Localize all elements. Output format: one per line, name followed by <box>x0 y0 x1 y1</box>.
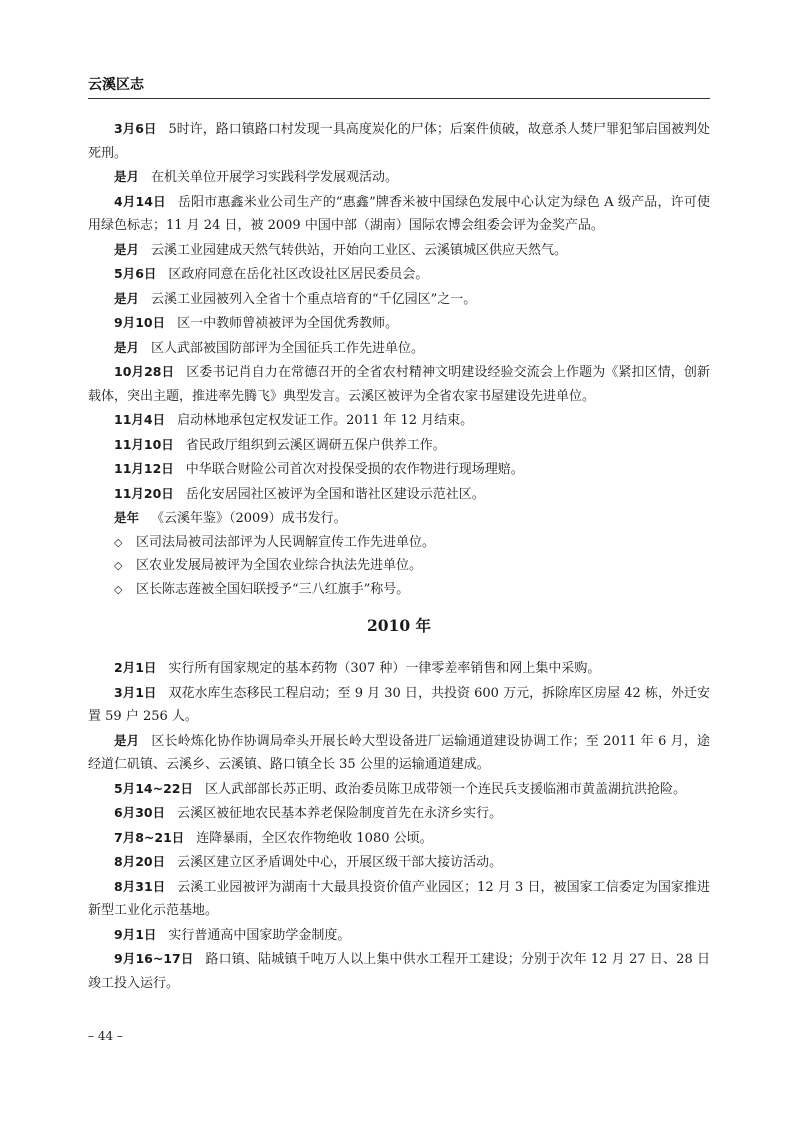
entry-date: 5月14~22日 <box>114 780 193 796</box>
entry-date: 5月6日 <box>114 266 157 281</box>
entry-text: 岳阳市惠鑫米业公司生产的“惠鑫”牌香米被中国绿色发展中心认定为绿色 A 级产品，许可使用绿色标志；11 月 24 日，被 2009 中国中部（湖南）国际农博会组委会评为金奖产品。 <box>88 194 711 233</box>
entry-date: 8月31日 <box>114 878 166 894</box>
entry-date: 是月 <box>114 290 140 306</box>
chronicle-entry <box>88 506 710 531</box>
chronicle-entry <box>88 656 710 681</box>
entry-text: 实行普通高中国家助学金制度。 <box>168 927 351 943</box>
chronicle-entry <box>88 117 710 165</box>
entry-date: 是月 <box>114 732 140 748</box>
honor-item <box>88 578 710 602</box>
chronicle-2010 <box>88 656 710 995</box>
chronicle-entry <box>88 336 710 361</box>
entry-text: 区人武部部长苏正明、政治委员陈卫成带领一个连民兵支援临湘市黄盖湖抗洪抢险。 <box>204 781 686 797</box>
chronicle-entry <box>88 482 710 507</box>
entry-date: 9月10日 <box>114 315 166 330</box>
entry-text: 中华联合财险公司首次对投保受损的农作物进行现场理赔。 <box>185 462 524 477</box>
entry-date: 11月20日 <box>114 485 174 501</box>
entry-date: 3月6日 <box>114 121 157 136</box>
page-body <box>88 117 710 995</box>
entry-date: 是月 <box>114 241 140 257</box>
entry-text: 岳化安居园社区被评为全国和谐社区建设示范社区。 <box>185 486 485 502</box>
chronicle-entry <box>88 729 710 777</box>
entry-text: 云溪区建立区矛盾调处中心，开展区级干部大接访活动。 <box>177 855 503 870</box>
chronicle-entry <box>88 433 710 458</box>
chronicle-entry <box>88 923 710 948</box>
chronicle-entry <box>88 681 710 729</box>
chronicle-entry <box>88 238 710 263</box>
entry-text: 《云溪年鉴》（2009）成书发行。 <box>151 511 347 526</box>
honor-item <box>88 531 710 555</box>
honor-text: 区司法局被司法部评为人民调解宣传工作先进单位。 <box>136 534 436 550</box>
entry-text: 区人武部被国防部评为全国征兵工作先进单位。 <box>151 340 425 356</box>
entry-text: 区一中教师曾祯被评为全国优秀教师。 <box>177 316 399 331</box>
entry-text: 连降暴雨，全区农作物绝收 1080 公顷。 <box>196 830 433 846</box>
entry-text: 启动林地承包定权发证工作。2011 年 12 月结束。 <box>177 413 474 428</box>
running-header-title: 云溪区志 <box>88 77 144 93</box>
chronicle-entry <box>88 287 710 312</box>
honor-text: 区农业发展局被评为全国农业综合执法先进单位。 <box>136 558 423 573</box>
entry-text: 在机关单位开展学习实践科学发展观活动。 <box>151 170 399 185</box>
page-number: – 44 – <box>88 1029 123 1043</box>
chronicle-entry <box>88 408 710 433</box>
chronicle-entry <box>88 165 710 190</box>
entry-date: 8月20日 <box>114 854 166 869</box>
diamond-bullet-icon: ◇ <box>114 582 123 596</box>
entry-text: 5时许，路口镇路口村发现一具高度炭化的尸体；后案件侦破，故意杀人焚尸罪犯邹启国被判处死刑。 <box>88 122 710 161</box>
chronicle-entry <box>88 777 710 802</box>
chronicle-entry <box>88 262 710 287</box>
chronicle-entry <box>88 875 710 923</box>
chronicle-entry <box>88 826 710 851</box>
chronicle-entry <box>88 457 710 482</box>
entry-text: 云溪区被征地农民基本养老保险制度首先在永济乡实行。 <box>177 806 503 821</box>
chronicle-entry <box>88 190 710 238</box>
entry-date: 是月 <box>114 339 140 355</box>
header-rule <box>88 98 710 99</box>
entry-date: 11月12日 <box>114 461 174 476</box>
chronicle-entry <box>88 801 710 826</box>
entry-text: 省民政厅组织到云溪区调研五保户供养工作。 <box>185 437 446 453</box>
entry-date: 10月28日 <box>114 364 175 379</box>
entry-date: 11月4日 <box>114 412 166 427</box>
entry-date: 6月30日 <box>114 805 166 820</box>
entry-text: 区委书记肖自力在常德召开的全省农村精神文明建设经验交流会上作题为《紧扣区情，创新载体，突出主题，推进率先腾飞》典型发言。云溪区被评为全省农家书屋建设先进单位。 <box>88 365 710 404</box>
entry-date: 2月1日 <box>114 660 157 675</box>
honor-item <box>88 554 710 578</box>
chronicle-entry <box>88 360 710 408</box>
entry-date: 是月 <box>114 169 140 184</box>
diamond-bullet-icon: ◇ <box>114 535 123 549</box>
entry-text: 区政府同意在岳化社区改设社区居民委员会。 <box>168 267 429 282</box>
entry-text: 云溪工业园被评为湖南十大最具投资价值产业园区；12 月 3 日，被国家工信委定为国家推进新型工业化示范基地。 <box>88 879 710 918</box>
chronicle-2009 <box>88 117 710 531</box>
entry-text: 双花水库生态移民工程启动；至 9 月 30 日，共投资 600 万元，拆除库区房屋 42 栋，外迁安置 59 户 256 人。 <box>88 685 710 724</box>
chronicle-entry <box>88 947 710 995</box>
entry-date: 9月1日 <box>114 926 157 942</box>
honor-text: 区长陈志莲被全国妇联授予“三八红旗手”称号。 <box>136 581 410 597</box>
honors-list-2009 <box>88 531 710 602</box>
chronicle-entry <box>88 311 710 336</box>
entry-date: 11月10日 <box>114 436 174 452</box>
chronicle-entry <box>88 850 710 875</box>
entry-text: 实行所有国家规定的基本药物（307 种）一律零差率销售和网上集中采购。 <box>168 661 601 676</box>
year-heading: 2010 年 <box>366 616 432 635</box>
entry-text: 云溪工业园建成天然气转供站，开始向工业区、云溪镇城区供应天然气。 <box>151 242 568 258</box>
entry-text: 云溪工业园被列入全省十个重点培育的“千亿园区”之一。 <box>151 291 477 307</box>
entry-date: 7月8~21日 <box>114 829 185 845</box>
diamond-bullet-icon: ◇ <box>114 559 123 572</box>
entry-date: 9月16~17日 <box>114 951 194 966</box>
entry-text: 路口镇、陆城镇千吨万人以上集中供水工程开工建设；分别于次年 12 月 27 日、28 日竣工投入运行。 <box>88 952 710 991</box>
entry-date: 是年 <box>114 510 140 525</box>
entry-date: 3月1日 <box>114 684 157 700</box>
entry-text: 区长岭炼化协作协调局牵头开展长岭大型设备进厂运输通道建设协调工作；至 2011 年 6 月，途经道仁矶镇、云溪乡、云溪镇、路口镇全长 35 公里的运输通道建成。 <box>88 733 710 772</box>
entry-date: 4月14日 <box>114 193 166 209</box>
